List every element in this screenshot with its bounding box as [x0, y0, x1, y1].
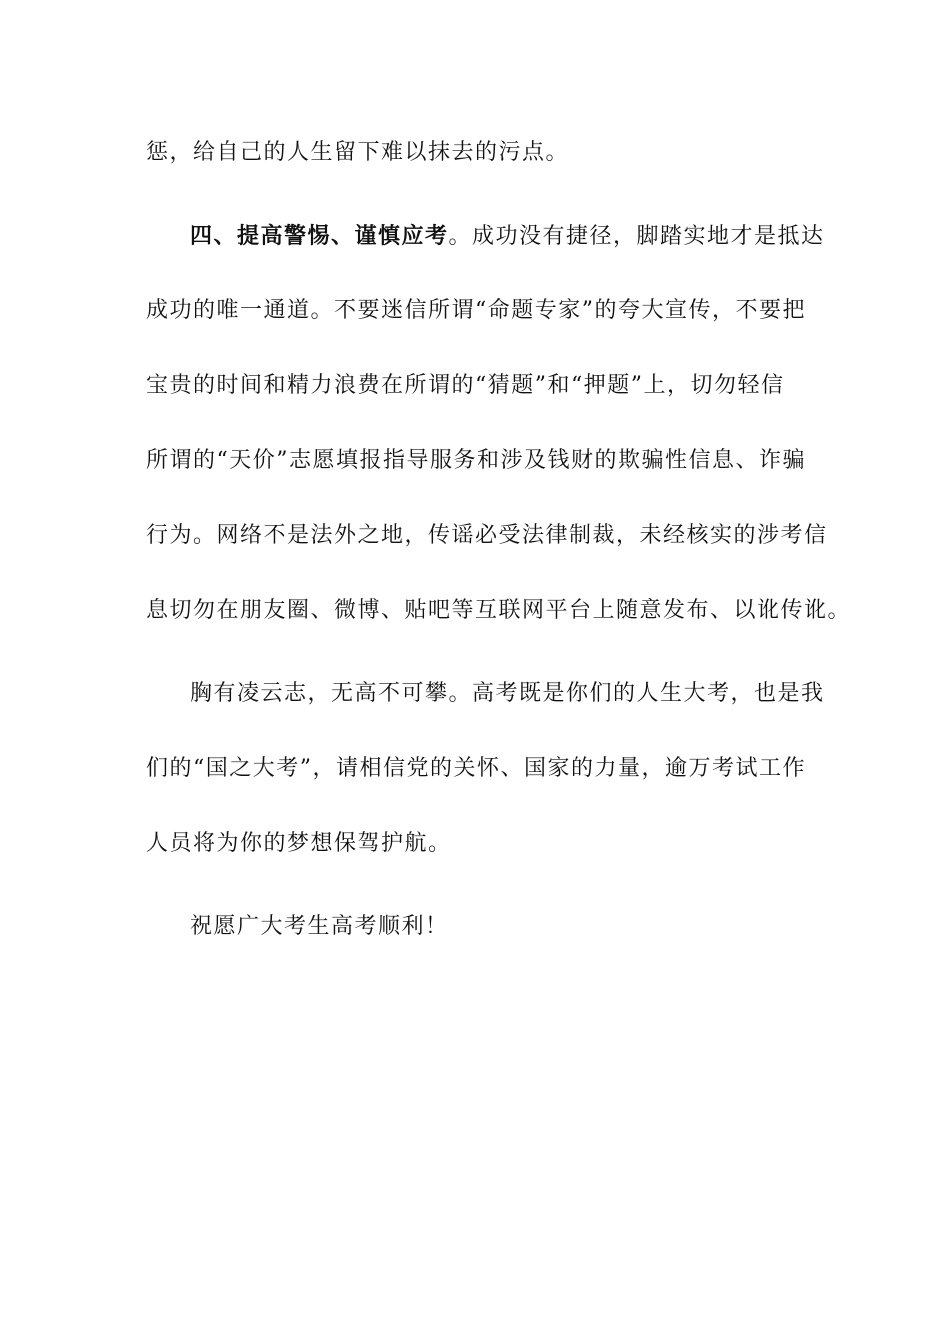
paragraph-1-line-1: 惩，给自己的人生留下难以抹去的污点。 — [146, 140, 570, 165]
section-heading: 四、提高警惕、谨慎应考 — [190, 223, 449, 249]
paragraph-2-line-1 — [190, 221, 870, 251]
paragraph-2-line-5: 行为。网络不是法外之地，传谣必受法律制裁，未经核实的涉考信 — [146, 523, 828, 548]
paragraph-2-line-6: 息切勿在朋友圈、微博、贴吧等互联网平台上随意发布、以讹传讹。 — [146, 598, 852, 623]
paragraph-3-line-1: 胸有凌云志，无高不可攀。高考既是你们的人生大考，也是我 — [190, 681, 825, 706]
paragraph-2-line-3: 宝贵的时间和精力浪费在所谓的“猜题”和“押题”上，切勿轻信 — [146, 373, 785, 398]
paragraph-2-line-1-text: 。成功没有捷径，脚踏实地才是抵达 — [448, 224, 825, 249]
paragraph-4-line-1: 祝愿广大考生高考顺利！ — [190, 914, 449, 939]
paragraph-3-line-2: 们的“国之大考”，请相信党的关怀、国家的力量，逾万考试工作 — [146, 756, 806, 781]
paragraph-2-line-2: 成功的唯一通道。不要迷信所谓“命题专家”的夸大宣传，不要把 — [146, 298, 806, 323]
paragraph-2-line-4: 所谓的“天价”志愿填报指导服务和涉及钱财的欺骗性信息、诈骗 — [146, 448, 806, 473]
paragraph-3-line-3: 人员将为你的梦想保驾护航。 — [146, 831, 452, 856]
